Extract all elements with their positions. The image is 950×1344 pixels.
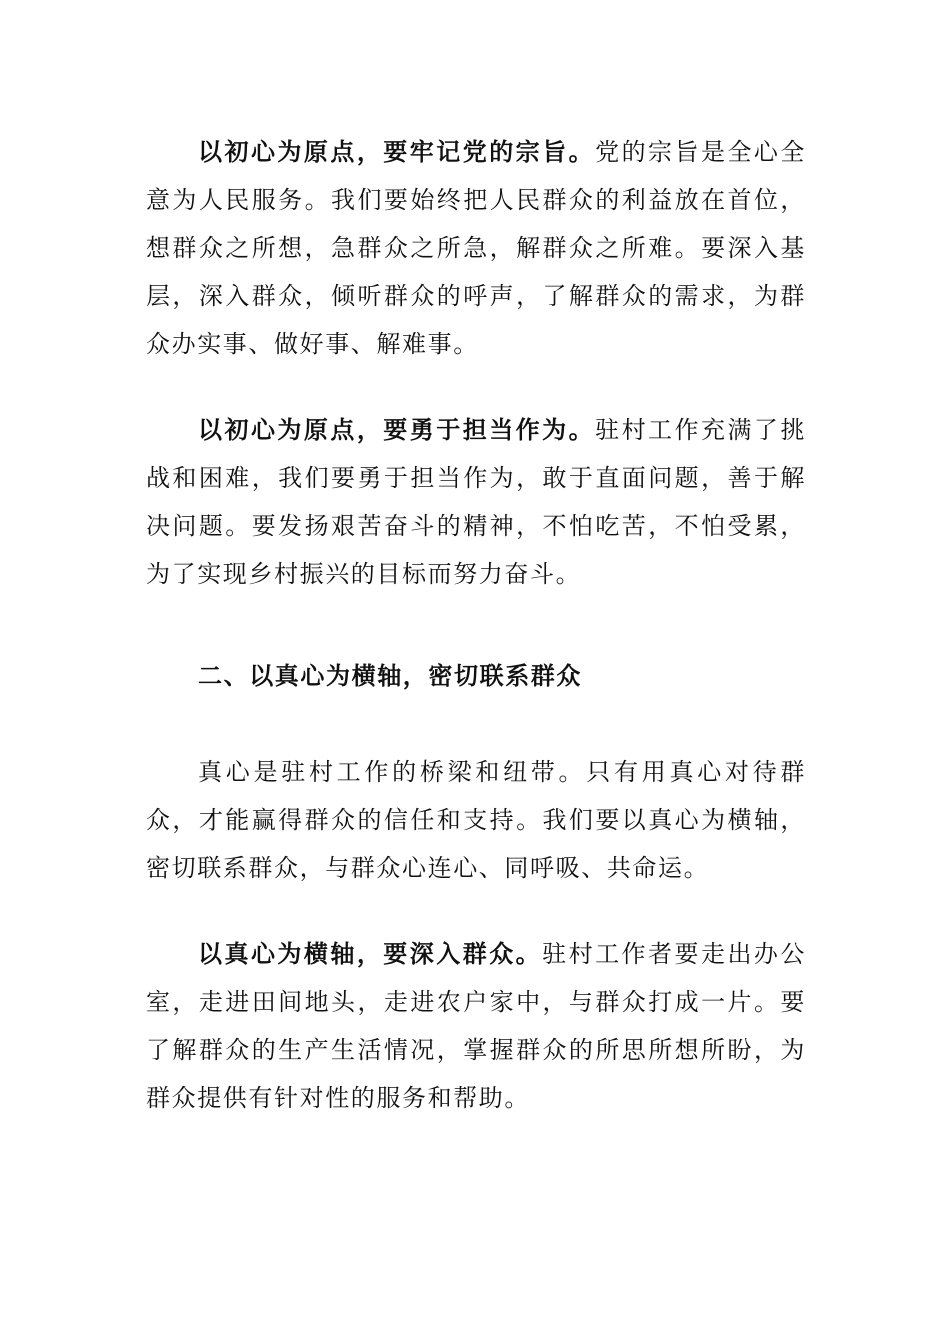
paragraph-4 (146, 930, 806, 1122)
paragraph-3-body: 真心是驻村工作的桥梁和纽带。只有用真心对待群众，才能赢得群众的信任和支持。我们要以真心为横轴，密切联系群众，与群众心连心、同呼吸、共命运。 (146, 758, 806, 882)
paragraph-1-lead: 以初心为原点，要牢记党的宗旨。 (198, 138, 596, 166)
section-heading-2: 二、以真心为横轴，密切联系群众 (198, 662, 582, 690)
document-body (146, 128, 806, 1122)
paragraph-4-lead: 以真心为横轴，要深入群众。 (198, 940, 543, 968)
paragraph-4-body: 驻村工作者要走出办公室，走进田间地头，走进农户家中，与群众打成一片。要了解群众的生产生活情况，掌握群众的所思所想所盼，为群众提供有针对性的服务和帮助。 (146, 940, 806, 1112)
paragraph-2 (146, 406, 806, 598)
paragraph-3 (146, 748, 806, 892)
paragraph-1-body: 党的宗旨是全心全意为人民服务。我们要始终把人民群众的利益放在首位，想群众之所想，急群众之所急，解群众之所难。要深入基层，深入群众，倾听群众的呼声，了解群众的需求，为群众办实事、做好事、解难事。 (146, 138, 806, 358)
paragraph-1 (146, 128, 806, 368)
paragraph-2-body: 驻村工作充满了挑战和困难，我们要勇于担当作为，敢于直面问题，善于解决问题。要发扬艰苦奋斗的精神，不怕吃苦，不怕受累，为了实现乡村振兴的目标而努力奋斗。 (146, 416, 806, 588)
paragraph-2-lead: 以初心为原点，要勇于担当作为。 (198, 416, 596, 444)
